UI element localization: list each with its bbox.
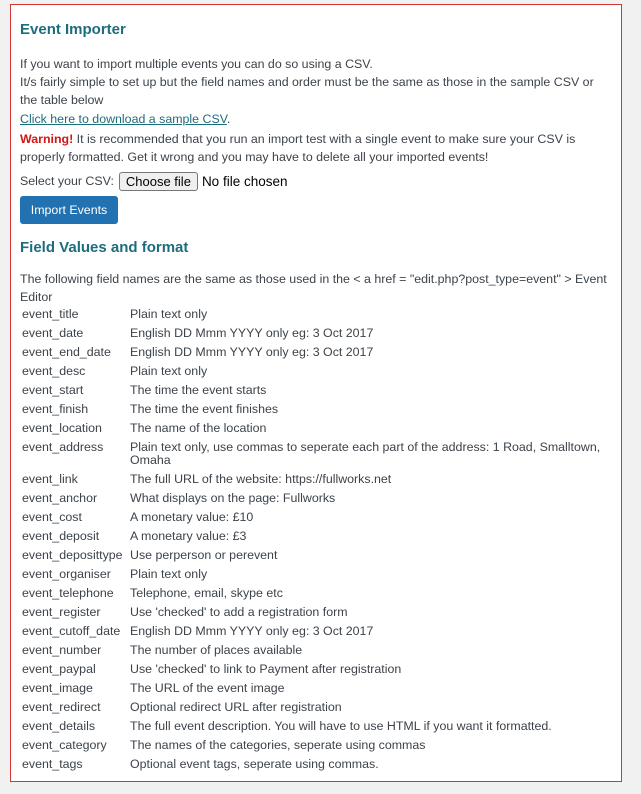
field-row <box>20 362 612 381</box>
field-row <box>20 717 612 736</box>
field-format: The time the event finishes <box>130 402 279 416</box>
page-title: Event Importer <box>20 21 126 38</box>
field-name: event_redirect <box>22 700 101 714</box>
field-format: English DD Mmm YYYY only eg: 3 Oct 2017 <box>130 326 374 340</box>
field-name: event_desc <box>22 364 86 378</box>
field-name: event_image <box>22 681 93 695</box>
field-format: The full URL of the website: https://fullworks.net <box>130 472 392 486</box>
field-format: Use 'checked' to link to Payment after registration <box>130 662 402 676</box>
field-format: What displays on the page: Fullworks <box>130 491 336 505</box>
field-name: event_category <box>22 738 107 752</box>
field-format: Optional redirect URL after registration <box>130 700 342 714</box>
field-name: event_date <box>22 326 84 340</box>
field-name: event_start <box>22 383 84 397</box>
field-name: event_link <box>22 472 78 486</box>
field-row <box>20 489 612 508</box>
field-format: Plain text only, use commas to seperate each part of the address: 1 Road, Smalltown, Omaha <box>130 440 601 467</box>
field-row <box>20 679 612 698</box>
field-row <box>20 400 612 419</box>
field-format: The number of places available <box>130 643 303 657</box>
field-row <box>20 660 612 679</box>
field-row <box>20 305 612 324</box>
field-row <box>20 736 612 755</box>
field-row <box>20 603 612 622</box>
field-name: event_register <box>22 605 101 619</box>
field-row <box>20 419 612 438</box>
sample-csv-paragraph <box>20 110 612 128</box>
field-format: English DD Mmm YYYY only eg: 3 Oct 2017 <box>130 624 374 638</box>
warning-label: Warning! <box>20 132 74 146</box>
field-row <box>20 527 612 546</box>
event-importer-panel <box>10 4 622 782</box>
field-format: Optional event tags, seperate using commas. <box>130 757 379 771</box>
field-format: Use perperson or perevent <box>130 548 278 562</box>
field-name: event_deposittype <box>22 548 123 562</box>
field-format: The URL of the event image <box>130 681 285 695</box>
field-format: The names of the categories, seperate using commas <box>130 738 426 752</box>
field-row <box>20 565 612 584</box>
field-row <box>20 324 612 343</box>
fields-description: The following field names are the same as those used in the < a href = "edit.php?post_type=event" > Event Editor <box>20 272 607 304</box>
field-row <box>20 698 612 717</box>
field-format: The name of the location <box>130 421 267 435</box>
choose-file-button[interactable]: Choose file <box>119 172 198 191</box>
field-row <box>20 381 612 400</box>
field-name: event_anchor <box>22 491 98 505</box>
field-row <box>20 755 612 774</box>
field-format: Use 'checked' to add a registration form <box>130 605 348 619</box>
field-row <box>20 546 612 565</box>
field-name: event_cutoff_date <box>22 624 121 638</box>
csv-file-row <box>20 171 288 191</box>
field-format: Plain text only <box>130 307 208 321</box>
field-row <box>20 641 612 660</box>
setup-note: It/s fairly simple to set up but the field names and order must be the same as those in the sample CSV or the table below <box>20 75 594 107</box>
field-format: Plain text only <box>130 364 208 378</box>
field-name: event_address <box>22 440 104 454</box>
field-row <box>20 622 612 641</box>
field-row <box>20 584 612 603</box>
field-name: event_telephone <box>22 586 114 600</box>
field-row <box>20 343 612 362</box>
field-name: event_cost <box>22 510 82 524</box>
warning-paragraph <box>20 130 612 166</box>
field-format: English DD Mmm YYYY only eg: 3 Oct 2017 <box>130 345 374 359</box>
import-events-button[interactable]: Import Events <box>20 196 118 224</box>
field-name: event_tags <box>22 757 83 771</box>
field-name: event_organiser <box>22 567 111 581</box>
field-format: Telephone, email, skype etc <box>130 586 283 600</box>
field-name: event_paypal <box>22 662 96 676</box>
field-name: event_number <box>22 643 102 657</box>
field-name: event_finish <box>22 402 89 416</box>
warning-text: It is recommended that you run an import test with a single event to make sure your CSV is properly formatted. Get it wrong and you may have to delete all your imported events! <box>20 132 576 164</box>
field-name: event_details <box>22 719 96 733</box>
field-name: event_end_date <box>22 345 111 359</box>
field-format: A monetary value: £3 <box>130 529 247 543</box>
field-format: The full event description. You will have to use HTML if you want it formatted. <box>130 719 552 733</box>
download-sample-csv-link[interactable]: Click here to download a sample CSV <box>20 112 227 126</box>
field-format: Plain text only <box>130 567 208 581</box>
field-row <box>20 438 612 470</box>
field-row <box>20 508 612 527</box>
field-name: event_deposit <box>22 529 100 543</box>
field-format: A monetary value: £10 <box>130 510 254 524</box>
no-file-status: No file chosen <box>201 173 288 189</box>
csv-file-label: Select your CSV: <box>20 174 114 188</box>
field-format: The time the event starts <box>130 383 267 397</box>
sample-link-suffix: . <box>226 112 231 126</box>
intro-text: If you want to import multiple events you can do so using a CSV. <box>20 57 373 71</box>
field-values-table <box>20 305 612 774</box>
field-row <box>20 470 612 489</box>
field-values-title: Field Values and format <box>20 239 189 256</box>
field-name: event_title <box>22 307 79 321</box>
field-name: event_location <box>22 421 102 435</box>
